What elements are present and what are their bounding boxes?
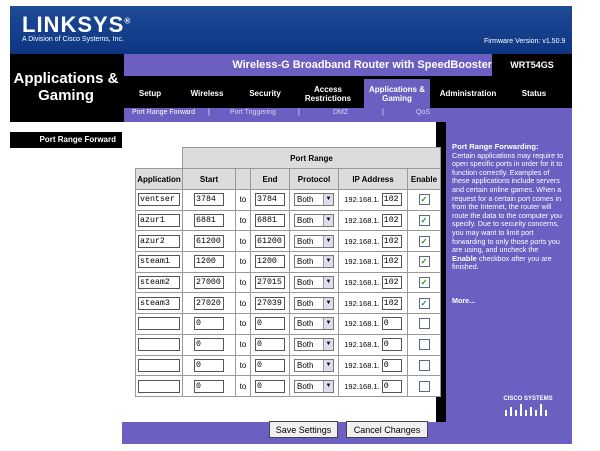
protocol-value: Both bbox=[297, 195, 314, 205]
protocol-cell bbox=[290, 252, 339, 273]
table-row bbox=[136, 210, 441, 231]
to-label: to bbox=[236, 252, 251, 273]
table-row bbox=[136, 272, 441, 293]
chevron-down-icon: ▼ bbox=[323, 318, 333, 329]
ip-cell bbox=[339, 355, 408, 376]
col-application: Application bbox=[136, 169, 183, 190]
start-port-input[interactable]: 27020 bbox=[194, 297, 224, 310]
start-port-input[interactable]: 27000 bbox=[194, 276, 224, 289]
ip-prefix: 192.168.1. bbox=[344, 360, 380, 370]
ip-last-octet-input[interactable]: 102 bbox=[382, 214, 402, 227]
start-port-input[interactable]: 0 bbox=[194, 317, 224, 330]
end-cell bbox=[251, 231, 290, 252]
enable-checkbox[interactable]: ✓ bbox=[419, 236, 430, 247]
application-cell bbox=[136, 190, 183, 211]
protocol-select[interactable] bbox=[294, 214, 334, 227]
protocol-cell bbox=[290, 314, 339, 335]
to-label: to bbox=[236, 334, 251, 355]
chevron-down-icon: ▼ bbox=[323, 339, 333, 350]
start-port-input[interactable]: 0 bbox=[194, 338, 224, 351]
to-label: to bbox=[236, 210, 251, 231]
end-cell bbox=[251, 355, 290, 376]
start-port-input[interactable]: 3784 bbox=[194, 193, 224, 206]
chevron-down-icon: ▼ bbox=[323, 360, 333, 371]
ip-last-octet-input[interactable]: 102 bbox=[382, 235, 402, 248]
start-port-input[interactable]: 0 bbox=[194, 359, 224, 372]
end-port-input[interactable]: 0 bbox=[255, 359, 285, 372]
chevron-down-icon: ▼ bbox=[323, 381, 333, 392]
protocol-value: Both bbox=[297, 298, 314, 308]
to-label: to bbox=[236, 231, 251, 252]
cisco-bridge-icon bbox=[503, 402, 553, 416]
page-title: Applications & Gaming bbox=[13, 70, 119, 104]
protocol-select[interactable] bbox=[294, 235, 334, 248]
ip-last-octet-input[interactable]: 102 bbox=[382, 255, 402, 268]
start-cell bbox=[183, 252, 236, 273]
chevron-down-icon: ▼ bbox=[323, 298, 333, 309]
help-title: Port Range Forwarding: bbox=[452, 142, 539, 151]
to-label: to bbox=[236, 376, 251, 397]
help-more-link[interactable]: More... bbox=[452, 296, 476, 305]
protocol-cell bbox=[290, 376, 339, 397]
end-port-input[interactable]: 0 bbox=[255, 338, 285, 351]
product-name: Wireless-G Broadband Router with SpeedBooster bbox=[232, 59, 492, 71]
ip-cell bbox=[339, 314, 408, 335]
protocol-value: Both bbox=[297, 236, 314, 246]
ip-prefix: 192.168.1. bbox=[344, 298, 380, 308]
enable-checkbox[interactable] bbox=[419, 360, 430, 371]
ip-prefix: 192.168.1. bbox=[344, 278, 380, 288]
chevron-down-icon: ▼ bbox=[323, 277, 333, 288]
start-cell bbox=[183, 272, 236, 293]
header-spacer bbox=[136, 148, 183, 169]
enable-cell bbox=[408, 376, 441, 397]
ip-prefix: 192.168.1. bbox=[344, 340, 380, 350]
subtab-dmz[interactable]: DMZ bbox=[333, 109, 349, 116]
start-port-input[interactable]: 61200 bbox=[194, 235, 224, 248]
cisco-logo bbox=[500, 396, 556, 418]
subtab-separator: | bbox=[208, 109, 210, 116]
end-cell bbox=[251, 210, 290, 231]
enable-checkbox[interactable] bbox=[419, 339, 430, 350]
enable-checkbox[interactable] bbox=[419, 381, 430, 392]
enable-checkbox[interactable]: ✓ bbox=[419, 194, 430, 205]
chevron-down-icon: ▼ bbox=[323, 194, 333, 205]
protocol-cell bbox=[290, 293, 339, 314]
ip-prefix: 192.168.1. bbox=[344, 257, 380, 267]
enable-cell bbox=[408, 293, 441, 314]
left-column bbox=[10, 122, 122, 444]
application-input[interactable]: steam2 bbox=[138, 276, 180, 289]
to-label: to bbox=[236, 272, 251, 293]
start-port-input[interactable]: 6881 bbox=[194, 214, 224, 227]
cancel-changes-button[interactable]: Cancel Changes bbox=[346, 421, 428, 438]
table-row bbox=[136, 190, 441, 211]
help-text bbox=[452, 143, 564, 272]
application-cell bbox=[136, 376, 183, 397]
protocol-cell bbox=[290, 272, 339, 293]
end-port-input[interactable]: 27015 bbox=[255, 276, 285, 289]
cisco-wordmark: CISCO SYSTEMS bbox=[503, 396, 553, 402]
chevron-down-icon: ▼ bbox=[323, 215, 333, 226]
table-row bbox=[136, 252, 441, 273]
ip-cell bbox=[339, 293, 408, 314]
ip-cell bbox=[339, 334, 408, 355]
application-input[interactable] bbox=[138, 359, 180, 372]
to-label: to bbox=[236, 293, 251, 314]
application-cell bbox=[136, 293, 183, 314]
to-label: to bbox=[236, 190, 251, 211]
enable-cell bbox=[408, 252, 441, 273]
application-input[interactable]: steam3 bbox=[138, 297, 180, 310]
tab-setup[interactable]: Setup bbox=[138, 89, 162, 98]
application-input[interactable] bbox=[138, 380, 180, 393]
protocol-select[interactable] bbox=[294, 193, 334, 206]
protocol-cell bbox=[290, 210, 339, 231]
ip-cell bbox=[339, 376, 408, 397]
ip-prefix: 192.168.1. bbox=[344, 236, 380, 246]
protocol-value: Both bbox=[297, 278, 314, 288]
start-port-input[interactable]: 0 bbox=[194, 380, 224, 393]
start-cell bbox=[183, 334, 236, 355]
end-cell bbox=[251, 334, 290, 355]
model-name: WRT54GS bbox=[492, 54, 572, 76]
enable-cell bbox=[408, 210, 441, 231]
enable-checkbox[interactable]: ✓ bbox=[419, 215, 430, 226]
enable-cell bbox=[408, 314, 441, 335]
ip-last-octet-input[interactable]: 0 bbox=[382, 380, 402, 393]
protocol-select[interactable] bbox=[294, 276, 334, 289]
enable-checkbox[interactable]: ✓ bbox=[419, 298, 430, 309]
ip-cell bbox=[339, 190, 408, 211]
tab-security[interactable]: Security bbox=[249, 89, 281, 98]
to-label: to bbox=[236, 355, 251, 376]
ip-last-octet-input[interactable]: 0 bbox=[382, 317, 402, 330]
ip-cell bbox=[339, 252, 408, 273]
col-protocol: Protocol bbox=[290, 169, 339, 190]
end-port-input[interactable]: 0 bbox=[255, 380, 285, 393]
col-ip-address: IP Address bbox=[339, 169, 408, 190]
protocol-value: Both bbox=[297, 340, 314, 350]
start-cell bbox=[183, 231, 236, 252]
end-port-input[interactable]: 6881 bbox=[255, 214, 285, 227]
protocol-select[interactable] bbox=[294, 359, 334, 372]
application-input[interactable]: azur2 bbox=[138, 235, 180, 248]
ip-last-octet-input[interactable]: 0 bbox=[382, 359, 402, 372]
protocol-cell bbox=[290, 190, 339, 211]
ip-prefix: 192.168.1. bbox=[344, 319, 380, 329]
application-cell bbox=[136, 355, 183, 376]
end-cell bbox=[251, 314, 290, 335]
end-cell bbox=[251, 190, 290, 211]
help-body-bold: Enable bbox=[452, 253, 477, 263]
table-row bbox=[136, 376, 441, 397]
ip-last-octet-input[interactable]: 102 bbox=[382, 276, 402, 289]
tab-applications-gaming[interactable]: Applications & Gaming bbox=[364, 79, 430, 108]
ip-last-octet-input[interactable]: 0 bbox=[382, 338, 402, 351]
protocol-cell bbox=[290, 334, 339, 355]
subtab-port-range-forward[interactable]: Port Range Forward bbox=[132, 109, 196, 116]
protocol-select[interactable] bbox=[294, 338, 334, 351]
start-cell bbox=[183, 355, 236, 376]
port-forward-table bbox=[135, 147, 441, 397]
application-cell bbox=[136, 252, 183, 273]
port-range-header: Port Range bbox=[183, 148, 441, 169]
enable-cell bbox=[408, 190, 441, 211]
col-end: End bbox=[251, 169, 290, 190]
ip-prefix: 192.168.1. bbox=[344, 216, 380, 226]
chevron-down-icon: ▼ bbox=[323, 256, 333, 267]
subtab-qos[interactable]: QoS bbox=[416, 109, 431, 116]
enable-checkbox[interactable]: ✓ bbox=[419, 256, 430, 267]
end-port-input[interactable]: 61200 bbox=[255, 235, 285, 248]
help-body-end: checkbox after you are finished. bbox=[452, 253, 552, 272]
end-cell bbox=[251, 252, 290, 273]
firmware-version: Firmware Version: v1.50.9 bbox=[484, 38, 566, 45]
end-cell bbox=[251, 376, 290, 397]
subtab-port-triggering[interactable]: Port Triggering bbox=[230, 109, 276, 116]
col-to bbox=[236, 169, 251, 190]
protocol-select[interactable] bbox=[294, 380, 334, 393]
application-input[interactable] bbox=[138, 338, 180, 351]
logo-subtitle: A Division of Cisco Systems, Inc. bbox=[22, 36, 124, 43]
end-port-input[interactable]: 1200 bbox=[255, 255, 285, 268]
tab-status[interactable]: Status bbox=[521, 89, 547, 98]
protocol-value: Both bbox=[297, 319, 314, 329]
end-port-input[interactable]: 0 bbox=[255, 317, 285, 330]
protocol-value: Both bbox=[297, 257, 314, 267]
application-input[interactable] bbox=[138, 317, 180, 330]
col-enable: Enable bbox=[408, 169, 441, 190]
start-cell bbox=[183, 293, 236, 314]
application-input[interactable]: steam1 bbox=[138, 255, 180, 268]
col-start: Start bbox=[183, 169, 236, 190]
ip-prefix: 192.168.1. bbox=[344, 195, 380, 205]
tab-access-restrictions[interactable]: Access Restrictions bbox=[304, 84, 352, 103]
subtab-separator: | bbox=[382, 109, 384, 116]
table-row bbox=[136, 231, 441, 252]
protocol-select[interactable] bbox=[294, 255, 334, 268]
application-cell bbox=[136, 314, 183, 335]
ip-prefix: 192.168.1. bbox=[344, 381, 380, 391]
enable-cell bbox=[408, 334, 441, 355]
start-cell bbox=[183, 376, 236, 397]
enable-cell bbox=[408, 231, 441, 252]
start-cell bbox=[183, 190, 236, 211]
protocol-value: Both bbox=[297, 360, 314, 370]
table-row bbox=[136, 293, 441, 314]
ip-cell bbox=[339, 272, 408, 293]
end-cell bbox=[251, 293, 290, 314]
enable-checkbox[interactable]: ✓ bbox=[419, 277, 430, 288]
enable-checkbox[interactable] bbox=[419, 318, 430, 329]
ip-cell bbox=[339, 210, 408, 231]
end-cell bbox=[251, 272, 290, 293]
chevron-down-icon: ▼ bbox=[323, 236, 333, 247]
application-cell bbox=[136, 210, 183, 231]
ip-cell bbox=[339, 231, 408, 252]
application-cell bbox=[136, 272, 183, 293]
save-settings-button[interactable]: Save Settings bbox=[269, 421, 338, 438]
protocol-value: Both bbox=[297, 216, 314, 226]
protocol-cell bbox=[290, 355, 339, 376]
application-input[interactable]: azur1 bbox=[138, 214, 180, 227]
tab-wireless[interactable]: Wireless bbox=[190, 89, 224, 98]
application-cell bbox=[136, 231, 183, 252]
help-body: Certain applications may require to open specific ports in order for it to function correctly. Examples of these applications include servers and certain online games. When a request for a certain port comes in from the Internet, the router will route the data to the computer you specify. Due to security concerns, you may want to limit port forwarding to only those ports you are using, and uncheck the bbox=[452, 150, 564, 255]
application-input[interactable]: ventser bbox=[138, 193, 180, 206]
start-cell bbox=[183, 210, 236, 231]
linksys-logo: LINKSYS® bbox=[22, 12, 132, 37]
table-row bbox=[136, 334, 441, 355]
start-port-input[interactable]: 1200 bbox=[194, 255, 224, 268]
to-label: to bbox=[236, 314, 251, 335]
table-row bbox=[136, 314, 441, 335]
enable-cell bbox=[408, 272, 441, 293]
protocol-select[interactable] bbox=[294, 297, 334, 310]
table-row bbox=[136, 355, 441, 376]
protocol-cell bbox=[290, 231, 339, 252]
end-port-input[interactable]: 27039 bbox=[255, 297, 285, 310]
protocol-value: Both bbox=[297, 381, 314, 391]
ip-last-octet-input[interactable]: 102 bbox=[382, 297, 402, 310]
start-cell bbox=[183, 314, 236, 335]
ip-last-octet-input[interactable]: 102 bbox=[382, 193, 402, 206]
protocol-select[interactable] bbox=[294, 317, 334, 330]
section-label: Port Range Forward bbox=[10, 132, 122, 148]
application-cell bbox=[136, 334, 183, 355]
end-port-input[interactable]: 3784 bbox=[255, 193, 285, 206]
subtab-separator: | bbox=[298, 109, 300, 116]
tab-administration[interactable]: Administration bbox=[439, 89, 497, 98]
enable-cell bbox=[408, 355, 441, 376]
